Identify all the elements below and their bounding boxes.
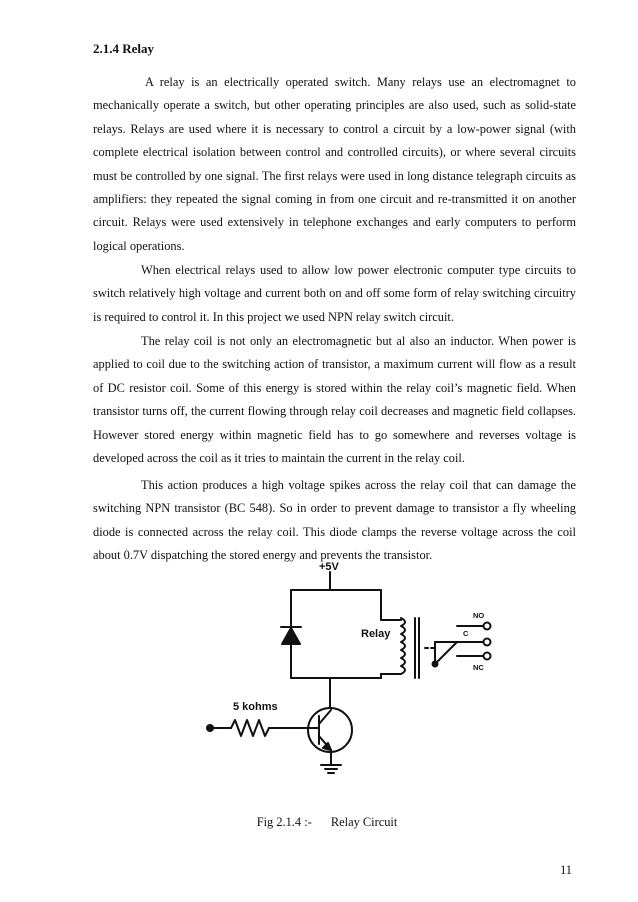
paragraph-relay-switching: When electrical relays used to allow low power electronic computer type circuits to switch relatively high voltage and current both on and off some form of relay switching circuitry is required to control it. In this project we used NPN relay switch circuit. [93, 263, 576, 324]
page-number: 11 [560, 863, 572, 877]
no-terminal [484, 623, 491, 630]
emitter-arrow [323, 743, 331, 750]
nc-terminal [484, 653, 491, 660]
resistor-label: 5 kohms [233, 701, 278, 713]
paragraph-relay-definition: A relay is an electrically operated switch. Many relays use an electromagnet to mechanically operate a switch, but other operating principles are also used, such as solid-state relays. Relays are used where it is necessary to control a circuit by a low-power signal (with complete electrical isolation between control and controlled circuits), or where several circuits must be controlled by one signal. The first relays were used in long distance telegraph circuits as amplifiers: they repeated the signal coming in from one circuit and re-transmitted it on another circuit. Relays were used extensively in telephone exchanges and early computers to perform logical operations. [93, 75, 576, 253]
section-heading: 2.1.4 Relay [93, 41, 155, 56]
resistor-symbol [231, 720, 269, 736]
common-contact-label: C [463, 629, 469, 638]
figure-caption [0, 815, 638, 830]
supply-label: +5V [319, 561, 339, 573]
no-contact-label: NO [473, 611, 485, 620]
relay-circuit-diagram [195, 560, 505, 785]
transistor-collector [319, 710, 331, 724]
figure-title: Relay Circuit [330, 815, 398, 829]
common-terminal [484, 639, 491, 646]
diode-symbol [282, 628, 300, 644]
figure-number: Fig 2.1.4 :- [256, 815, 312, 829]
paragraph-relay-coil: The relay coil is not only an electromagnetic but al also an inductor. When power is applied to coil due to the switching action of transistor, a maximum current will flow as a result of DC resistor coil. Some of this energy is stored within the relay coil’s magnetic field. When transistor turns off, the current flowing through relay coil decreases and magnetic field collapses. However stored energy within magnetic field has to go somewhere and reverses voltage is developed across the coil as it tries to maintain the current in the relay coil. [93, 334, 576, 466]
paragraph-flywheel-diode: This action produces a high voltage spikes across the relay coil that can damage the switching NPN transistor (BC 548). So in order to prevent damage to transistor a fly wheeling diode is connected across the relay coil. This diode clamps the reverse voltage across the coil about 0.7V dispatching the stored energy and prevents the transistor. [93, 478, 576, 563]
relay-coil-icon [401, 618, 405, 674]
relay-label: Relay [361, 628, 391, 640]
nc-contact-label: NC [473, 663, 484, 672]
contact-arm [435, 642, 457, 664]
